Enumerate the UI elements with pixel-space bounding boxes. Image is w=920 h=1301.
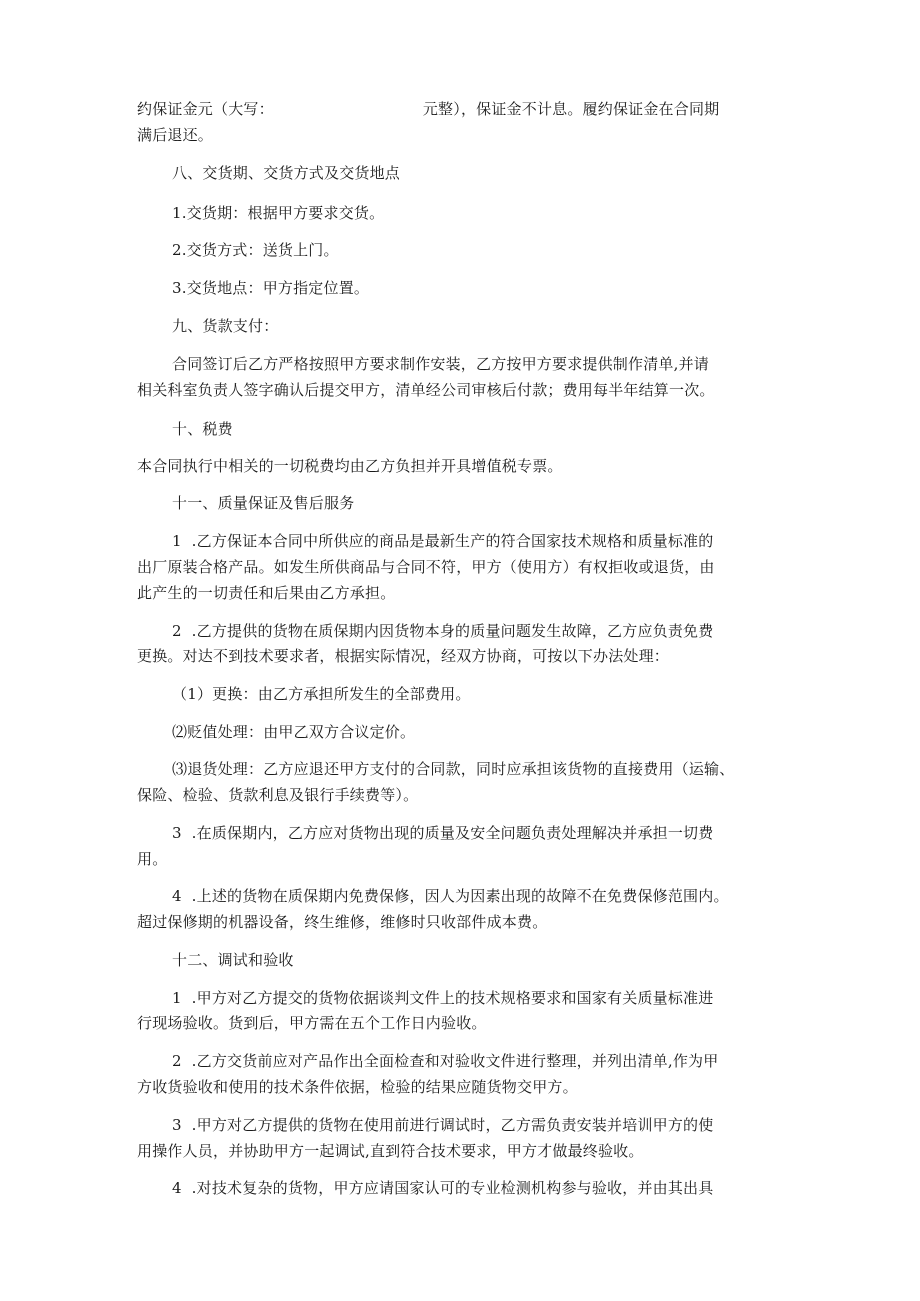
text-line: 方收货验收和使用的技术条件依据，检验的结果应随货物交甲方。 bbox=[137, 1078, 578, 1096]
section-heading: 十二、调试和验收 bbox=[172, 951, 294, 969]
text-line: 1 .甲方对乙方提交的货物依据谈判文件上的技术规格要求和国家有关质量标准进 bbox=[172, 989, 714, 1007]
text-line: 4 .对技术复杂的货物，甲方应请国家认可的专业检测机构参与验收，并由其出具 bbox=[172, 1179, 714, 1197]
text-line: 2 .乙方交货前应对产品作出全面检查和对验收文件进行整理，并列出清单,作为甲 bbox=[172, 1052, 719, 1070]
text-line: 相关科室负责人签字确认后提交甲方，清单经公司审核后付款；费用每半年结算一次。 bbox=[137, 381, 715, 399]
text-line: ⑶退货处理：乙方应退还甲方支付的合同款，同时应承担该货物的直接费用（运输、 bbox=[172, 760, 735, 778]
text-line: 用操作人员，并协助甲方一起调试,直到符合技术要求，甲方才做最终验收。 bbox=[137, 1142, 644, 1160]
text-line: （1）更换：由乙方承担所发生的全部费用。 bbox=[172, 685, 471, 703]
text-line: 更换。对达不到技术要求者，根据实际情况，经双方协商，可按以下办法处理： bbox=[137, 647, 670, 665]
text-line: 4 .上述的货物在质保期内免费保修，因人为因素出现的故障不在免费保修范围内。 bbox=[172, 887, 729, 905]
text-line: 本合同执行中相关的一切税费均由乙方负担并开具增值税专票。 bbox=[137, 457, 563, 475]
text-line: 2 .乙方提供的货物在质保期内因货物本身的质量问题发生故障，乙方应负责免费 bbox=[172, 622, 714, 640]
text-line: ⑵贬值处理：由甲乙双方合议定价。 bbox=[172, 723, 416, 741]
section-heading: 十、税费 bbox=[172, 420, 233, 438]
text-line: 3 .甲方对乙方提供的货物在使用前进行调试时，乙方需负责安装并培训甲方的使 bbox=[172, 1116, 714, 1134]
text-line: 行现场验收。货到后，甲方需在五个工作日内验收。 bbox=[137, 1014, 487, 1032]
text-line: 超过保修期的机器设备，终生维修，维修时只收部件成本费。 bbox=[137, 913, 548, 931]
text-line: 3.交货地点：甲方指定位置。 bbox=[172, 279, 370, 297]
text-line: 约保证金元（大写： 元整），保证金不计息。履约保证金在合同期 bbox=[137, 100, 720, 118]
text-line: 3 .在质保期内，乙方应对货物出现的质量及安全问题负责处理解决并承担一切费 bbox=[172, 824, 714, 842]
text-line: 1 .乙方保证本合同中所供应的商品是最新生产的符合国家技术规格和质量标准的 bbox=[172, 532, 714, 550]
text-line: 2.交货方式：送货上门。 bbox=[172, 241, 339, 259]
text-line: 合同签订后乙方严格按照甲方要求制作安装，乙方按甲方要求提供制作清单,并请 bbox=[172, 355, 709, 373]
section-heading: 九、货款支付： bbox=[172, 317, 279, 335]
text-line: 出厂原装合格产品。如发生所供商品与合同不符，甲方（使用方）有权拒收或退货，由 bbox=[137, 558, 715, 576]
text-line: 保险、检验、货款利息及银行手续费等）。 bbox=[137, 786, 419, 804]
text-line: 此产生的一切责任和后果由乙方承担。 bbox=[137, 584, 396, 602]
section-heading: 十一、质量保证及售后服务 bbox=[172, 494, 355, 512]
text-line: 1.交货期：根据甲方要求交货。 bbox=[172, 204, 385, 222]
section-heading: 八、交货期、交货方式及交货地点 bbox=[172, 164, 401, 182]
text-line: 用。 bbox=[137, 850, 168, 868]
text-line: 满后退还。 bbox=[137, 126, 214, 144]
